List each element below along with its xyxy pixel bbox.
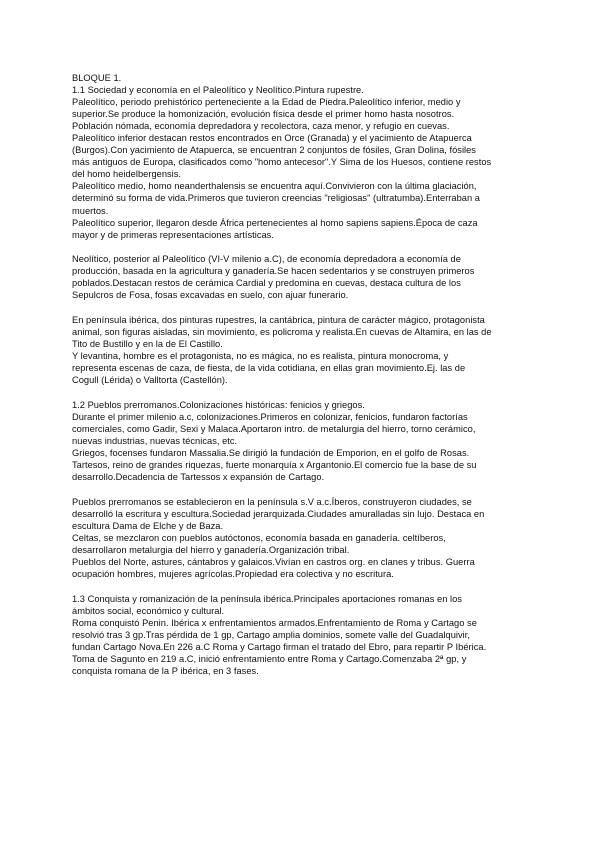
text-line: desarrollaron metalurgia del hierro y ganadería.Organización tribal. xyxy=(72,545,350,556)
text-line: Paleolítico medio, homo neanderthalensis se encuentra aquí.Convivieron con la última glaciación, xyxy=(72,181,477,192)
text-line: Celtas, se mezclaron con pueblos autóctonos, economía basada en ganadería. celtíberos, xyxy=(72,532,446,543)
text-line: conquista romana de la P ibérica, en 3 fases. xyxy=(72,666,259,677)
text-line: Tartesos, reino de grandes riquezas, fuerte monarquía x Argantonio.El comercio fue la base de su xyxy=(72,460,477,471)
text-line: (Burgos).Con yacimiento de Atapuerca, se encuentran 2 conjuntos de fósiles, Gran Dolina, fósiles xyxy=(72,145,476,156)
text-line: ámbitos social, económico y cultural. xyxy=(72,605,225,616)
paragraph-spacer xyxy=(72,241,534,254)
text-line: Paleolítico, periodo prehistórico perteneciente a la Edad de Piedra.Paleolítico inferior, medio y xyxy=(72,97,461,108)
text-line: Paleolítico superior, llegaron desde África pertenecientes al homo sapiens sapiens.Época de caza xyxy=(72,217,478,228)
text-line: Población nómada, economía depredadora y recolectora, caza menor, y refugio en cuevas. xyxy=(72,121,450,132)
text-line: producción, basada en la agricultura y ganadería.Se hacen sedentarios y se construyen primeros xyxy=(72,266,475,277)
text-line: Durante el primer milenio a.c, colonizaciones.Primeros en colonizar, fenicios, fundaron factorías xyxy=(72,411,468,422)
text-line: escultura Dama de Elche y de Baza. xyxy=(72,520,224,531)
subsection-heading-1-1: 1.1 Sociedad y economía en el Paleolítico y Neolítico.Pintura rupestre. xyxy=(72,85,364,96)
subsection-heading-1-3: 1.3 Conquista y romanización de la península ibérica.Principales aportaciones romanas en los xyxy=(72,593,462,604)
section-heading-bloque: BLOQUE 1. xyxy=(72,73,122,83)
text-line: del homo heidelbergensis. xyxy=(72,169,182,180)
text-line: ocupación hombres, mujeres agrícolas.Propiedad era colectiva y no escritura. xyxy=(72,569,394,580)
text-line: Griegos, focenses fundaron Massalia.Se dirigió la fundación de Emporion, en el golfo de Rosas. xyxy=(72,448,470,459)
text-line: Pueblos del Norte, astures, cántabros y galaicos.Vivían en castros org. en clanes y tribus. Guerra xyxy=(72,557,475,568)
text-line: representa escenas de caza, de fiesta, de la vida cotidiana, en ellas gran movimiento.Ej. las de xyxy=(72,363,466,374)
text-line: comerciales, como Gadir, Sexi y Malaca.Aportaron intro. de metalurgia del hierro, torno cerámico, xyxy=(72,424,476,434)
subsection-heading-1-2: 1.2 Pueblos prerromanos.Colonizaciones históricas: fenicios y griegos. xyxy=(72,399,365,410)
paragraph-block-paleolitico xyxy=(72,72,534,241)
text-line: mayor y de primeras representaciones artísticas. xyxy=(72,229,274,240)
text-line: nuevas industrias, nuevas técnicas, etc. xyxy=(72,436,238,447)
paragraph-spacer xyxy=(72,386,534,399)
text-line: desarrolló la escritura y escultura.Sociedad jerarquizada.Ciudades amuralladas sin lujo. Destaca en xyxy=(72,508,485,519)
paragraph-spacer xyxy=(72,580,534,593)
text-line: animal, son figuras aisladas, sin movimiento, es policroma y realista.En cuevas de Altamira, en las de xyxy=(72,327,492,338)
text-line: desarrollo.Decadencia de Tartessos x expansión de Cartago. xyxy=(72,472,325,483)
paragraph-spacer xyxy=(72,301,534,314)
text-line: más antiguos de Europa, clasificados como "homo antecesor".Y Sima de los Huesos, contiene restos xyxy=(72,157,492,168)
paragraph-block-pintura-rupestre xyxy=(72,314,534,386)
text-line: Paleolítico inferior destacan restos encontrados en Orce (Granada) y el yacimiento de Atapuerca xyxy=(72,133,472,144)
text-line: muertos. xyxy=(72,205,109,216)
text-line: Y levantina, hombre es el protagonista, no es mágica, no es realista, pintura monocroma, y xyxy=(72,351,449,362)
text-line: Tito de Bustillo y en la de El Castillo. xyxy=(72,339,223,350)
document-body xyxy=(72,72,534,677)
text-line: Pueblos prerromanos se establecieron en la península s.V a.c.Íberos, construyeron ciudades, se xyxy=(72,496,472,507)
text-line: Roma conquistó Penin. Ibérica x enfrentamientos armados.Enfrentamiento de Roma y Cartago se xyxy=(72,617,477,628)
text-line: Cogull (Lérida) o Valltorta (Castellón). xyxy=(72,375,228,386)
text-line: Sepulcros de Fosa, fosas excavadas en suelo, con ajuar funerario. xyxy=(72,290,349,301)
text-line: Neolítico, posterior al Paleolítico (VI-V milenio a.C), de economía depredadora a economía de xyxy=(72,254,461,265)
paragraph-block-colonizaciones xyxy=(72,399,534,483)
text-line: fundan Cartago Nova.En 226 a.C Roma y Cartago firman el tratado del Ebro, para repartir P Ibérica. xyxy=(72,641,487,652)
paragraph-block-romanizacion xyxy=(72,593,534,677)
paragraph-block-pueblos-prerromanos xyxy=(72,496,534,580)
text-line: resolvió tras 3 gp.Tras pérdida de 1 gp, Cartago amplia dominios, somete valle del Guadalquivir, xyxy=(72,629,470,640)
paragraph-block-neolitico xyxy=(72,253,534,301)
text-line: determinó su forma de vida.Primeros que tuvieron creencias "religiosas" (ultratumba).Enterraban a xyxy=(72,193,480,204)
paragraph-spacer xyxy=(72,483,534,496)
text-line: superior.Se produce la homonización, evolución física desde el primer homo hasta nosotros. xyxy=(72,109,455,120)
text-line: Toma de Sagunto en 219 a.C, inició enfrentamiento entre Roma y Cartago.Comenzaba 2ª gp, y xyxy=(72,653,467,664)
text-line: En península ibérica, dos pinturas rupestres, la cantábrica, pintura de carácter mágico, protagonista xyxy=(72,315,485,326)
text-line: poblados.Destacan restos de cerámica Cardial y predomina en cuevas, destaca cultura de los xyxy=(72,278,461,289)
